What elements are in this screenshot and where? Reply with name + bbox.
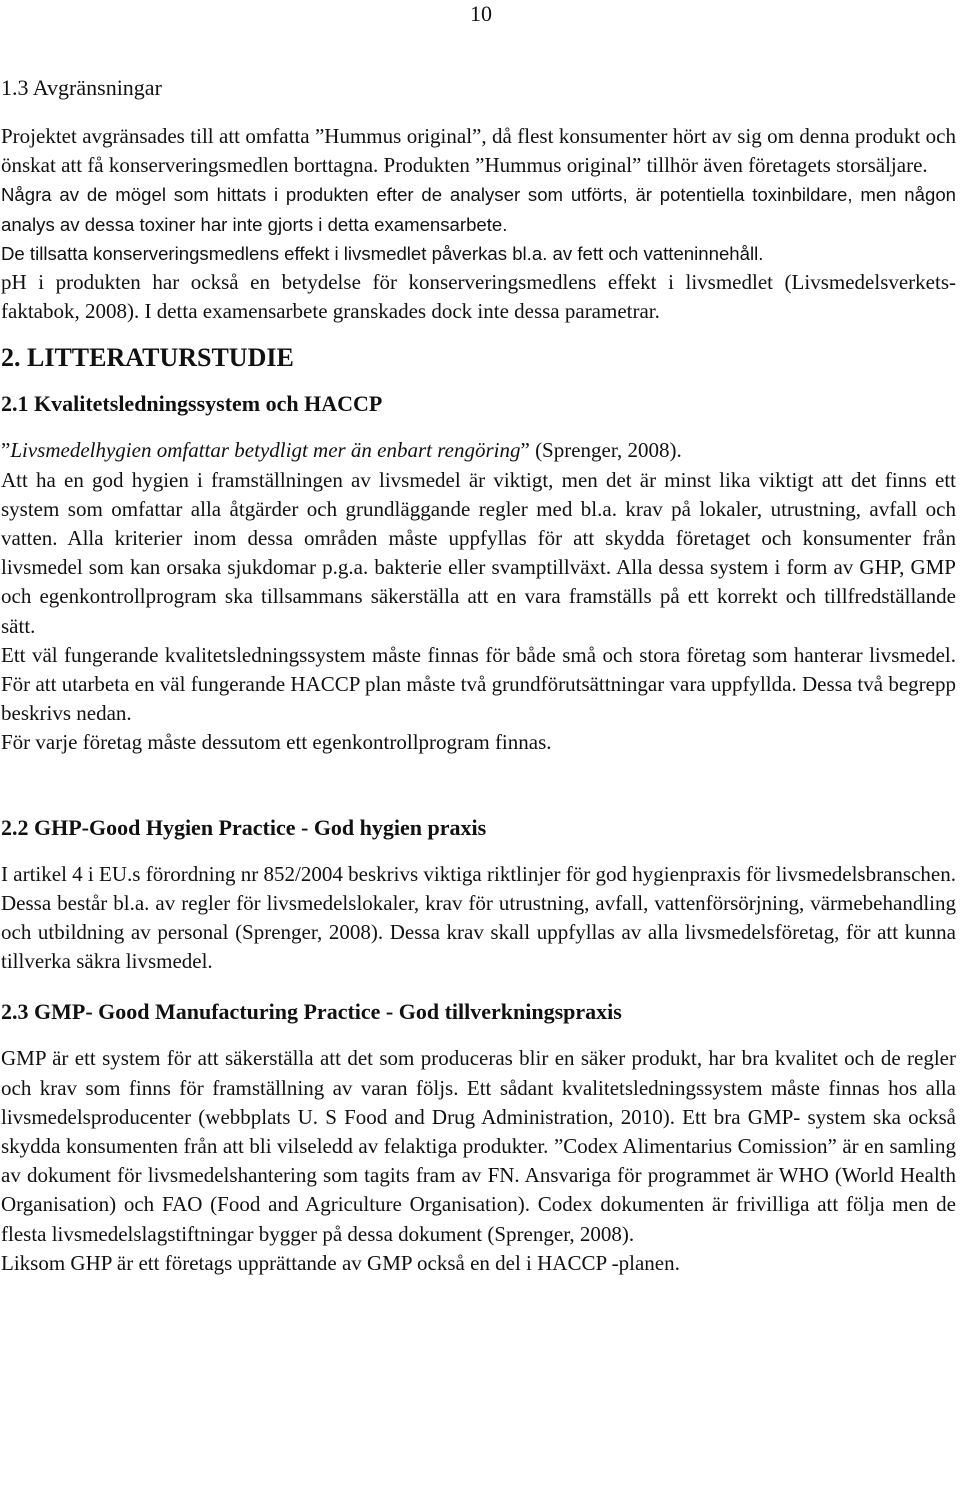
section-1-3-paragraph-2: Några av de mögel som hittats i produkten efter de analyser som utförts, är potentiella toxinbildare, men någon analys av dessa toxiner har inte gjorts i detta examensarbete. bbox=[1, 184, 956, 235]
quote-open-mark: ” bbox=[1, 438, 11, 463]
section-1-3-paragraph-3: De tillsatta konserveringsmedlens effekt i livsmedlet påverkas bl.a. av fett och vatteninnehåll. bbox=[1, 242, 764, 264]
section-2-3-paragraph-1: GMP är ett system för att säkerställa att det som produceras blir en säker produkt, har bra kvalitet och de regler och krav som finns för framställning av varan följs. Ett sådant kvalitetsledningssystem måste finnas hos alla livsmedelsproducenter (webbplats U. S Food and Drug Administration, 2010). Ett bra GMP- system ska också skydda konsumenten från att bli vilseledd av felaktiga produkter. ”Codex Alimentarius Comission” är en samling av dokument för livsmedelshantering som tagits fram av FN. Ansvariga för programmet är WHO (World Health Organisation) och FAO (Food and Agriculture Organisation). Codex dokumenten är frivilliga att följa men de flesta livsmedelslagstiftningar bygger på dessa dokument (Sprenger, 2008). bbox=[1, 1046, 956, 1246]
section-1-3 bbox=[1, 74, 956, 326]
quote-close-mark: ” bbox=[520, 438, 530, 463]
section-2-1-paragraph-2: Ett väl fungerande kvalitetsledningssystem måste finnas för både små och stora företag som hanterar livsmedel. För att utarbeta en väl fungerande HACCP plan måste två grundförutsättningar vara uppfyllda. Dessa två begrepp beskrivs nedan. bbox=[1, 642, 956, 726]
section-1-3-heading: 1.3 Avgränsningar bbox=[1, 75, 162, 100]
section-2-1-paragraph-1: Att ha en god hygien i framställningen av livsmedel är viktigt, men det är minst lika viktigt att det finns ett system som omfattar alla åtgärder och grundläggande regler med bl.a. krav på lokaler, utrustning, avfall och vatten. Alla kriterier inom dessa områden måste uppfyllas för att skydda företaget och konsumenter från livsmedel som kan orsaka sjukdomar p.g.a. bakterie eller svamptillväxt. Alla dessa system i form av GHP, GMP och egenkontrollprogram ska tillsammans säkerställa att en vara framställs på ett korrekt och tillfredställande sätt. bbox=[1, 467, 956, 638]
section-2-1-heading: 2.1 Kvalitetsledningssystem och HACCP bbox=[1, 391, 383, 417]
section-2-2-heading: 2.2 GHP-Good Hygien Practice - God hygien praxis bbox=[1, 814, 487, 840]
section-2-1 bbox=[1, 390, 956, 757]
section-2-2-paragraph-1: I artikel 4 i EU.s förordning nr 852/2004 beskrivs viktiga riktlinjer för god hygienpraxis för livsmedelsbranschen. Dessa består bl.a. av regler för livsmedelslokaler, krav för utrustning, avfall, vattenförsörjning, värmebehandling och utbildning av personal (Sprenger, 2008). Dessa krav skall uppfyllas av alla livsmedelsföretag, för att kunna tillverka säkra livsmedel. bbox=[1, 861, 956, 974]
quote-reference: (Sprenger, 2008). bbox=[529, 438, 682, 463]
section-2-1-quote bbox=[1, 436, 956, 465]
document-body bbox=[1, 74, 956, 1278]
chapter-2-heading: 2. LITTERATURSTUDIE bbox=[1, 343, 294, 373]
page-number: 10 bbox=[470, 1, 492, 26]
section-2-3-heading: 2.3 GMP- Good Manufacturing Practice - God tillverkningspraxis bbox=[1, 999, 622, 1025]
section-2-2 bbox=[1, 814, 956, 977]
section-2-3 bbox=[1, 998, 956, 1278]
section-1-3-paragraph-4: pH i produkten har också en betydelse för konserveringsmedlens effekt i livsmedlet (Livsmedelsverkets-faktabok, 2008). I detta examensarbete granskades dock inte dessa parametrar. bbox=[1, 270, 956, 324]
section-1-3-paragraph-1: Projektet avgränsades till att omfatta ”Hummus original”, då flest konsumenter hört av sig om denna produkt och önskat att få konserveringsmedlen borttagna. Produkten ”Hummus original” tillhör även företagets storsäljare. bbox=[1, 124, 956, 178]
section-2-3-paragraph-2: Liksom GHP är ett företags upprättande av GMP också en del i HACCP -planen. bbox=[1, 1250, 680, 1275]
section-2-1-paragraph-3: För varje företag måste dessutom ett egenkontrollprogram finnas. bbox=[1, 730, 552, 755]
quote-text: Livsmedelhygien omfattar betydligt mer än enbart rengöring bbox=[10, 438, 521, 463]
